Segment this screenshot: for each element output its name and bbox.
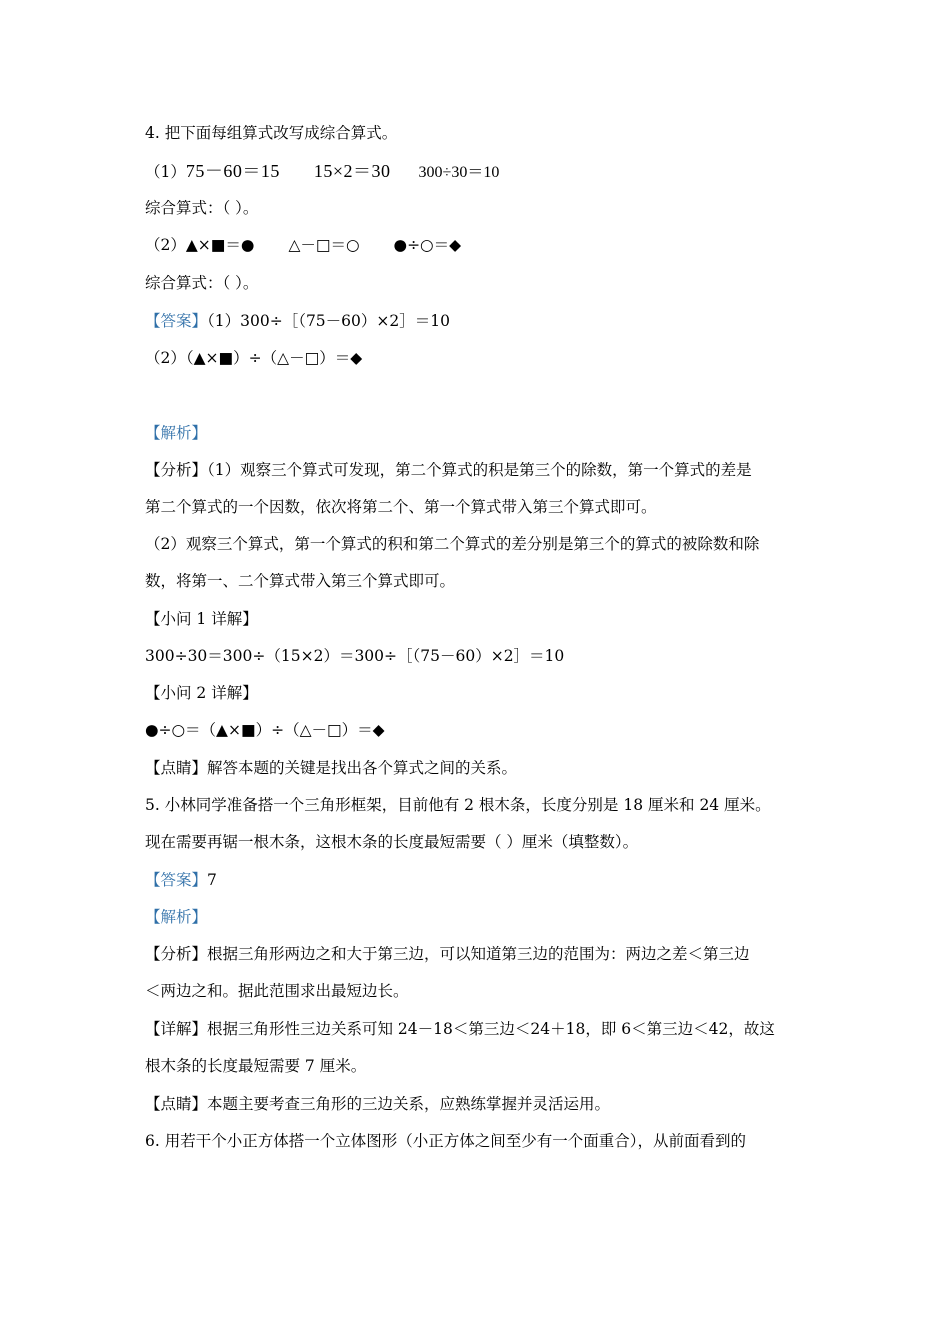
q4-part1-equations (145, 160, 499, 184)
q5-detail-line2: 根木条的长度最短需要 7 厘米。 (145, 1057, 367, 1075)
q5-title-line1: 5. 小林同学准备搭一个三角形框架，目前他有 2 根木条，长度分别是 18 厘米和 24 厘米。 (145, 796, 771, 814)
q4-part2-equations (145, 234, 461, 256)
q4-answer-tag: 【答案】 (145, 312, 208, 330)
q4-part2-eq2: △－□＝○ (288, 236, 360, 254)
q4-detail2-body: ●÷○＝（▲×■）÷（△－□）＝◆ (145, 721, 385, 739)
q4-detail2-title: 【小问 2 详解】 (145, 684, 258, 702)
q4-analysis-line3: （2）观察三个算式，第一个算式的积和第二个算式的差分别是第三个的算式的被除数和除 (145, 535, 760, 553)
q4-part2-eq3: ●÷○＝◆ (393, 236, 462, 254)
q5-comment: 【点睛】本题主要考查三角形的三边关系，应熟练掌握并灵活运用。 (145, 1095, 611, 1113)
q4-part1-eq2: 15×2＝30 (313, 161, 391, 181)
q4-detail1-body: 300÷30＝300÷（15×2）＝300÷［（75－60）×2］＝10 (145, 647, 565, 665)
q4-title: 4. 把下面每组算式改写成综合算式。 (145, 124, 398, 142)
q4-part2-label: （2） (145, 236, 186, 254)
q5-analysis-line1: 【分析】根据三角形两边之和大于第三边，可以知道第三边的范围为：两边之差＜第三边 (145, 945, 750, 963)
q5-detail-line1: 【详解】根据三角形性三边关系可知 24－18＜第三边＜24＋18，即 6＜第三边＜42，故这 (145, 1020, 775, 1038)
q4-part1-eq3: 300÷30＝10 (418, 164, 500, 181)
q4-analysis-tag: 【解析】 (145, 424, 208, 442)
q4-answer-line2: （2）（▲×■）÷（△－□）＝◆ (145, 349, 363, 367)
q4-analysis-line2: 第二个算式的一个因数，依次将第二个、第一个算式带入第三个算式即可。 (145, 498, 657, 516)
q4-analysis-line4: 数，将第一、二个算式带入第三个算式即可。 (145, 572, 456, 590)
q4-combined-blank-2: 综合算式：（ ）。 (145, 274, 259, 292)
q5-analysis-line2: ＜两边之和。据此范围求出最短边长。 (145, 982, 409, 1000)
q4-part2-eq1: ▲×■＝● (185, 236, 255, 254)
q4-comment: 【点睛】解答本题的关键是找出各个算式之间的关系。 (145, 759, 518, 777)
q5-analysis-tag: 【解析】 (145, 908, 208, 926)
q4-answer-text1: （1）300÷［（75－60）×2］＝10 (207, 312, 450, 330)
q5-title-line2: 现在需要再锯一根木条，这根木条的长度最短需要（ ）厘米（填整数）。 (145, 833, 639, 851)
q4-part1-label: （1） (145, 163, 186, 181)
q4-analysis-line1: 【分析】（1）观察三个算式可发现，第二个算式的积是第三个的除数，第一个算式的差是 (145, 461, 752, 479)
q4-combined-blank-1: 综合算式：（ ）。 (145, 199, 259, 217)
q5-answer-tag: 【答案】 (145, 871, 208, 889)
q5-answer (145, 869, 217, 891)
q4-detail1-title: 【小问 1 详解】 (145, 610, 258, 628)
q6-title: 6. 用若干个小正方体搭一个立体图形（小正方体之间至少有一个面重合），从前面看到的 (145, 1132, 746, 1150)
q4-part1-eq1: 75－60＝15 (185, 161, 280, 181)
q5-answer-value: 7 (207, 871, 217, 889)
q4-answer-line1 (145, 310, 450, 332)
